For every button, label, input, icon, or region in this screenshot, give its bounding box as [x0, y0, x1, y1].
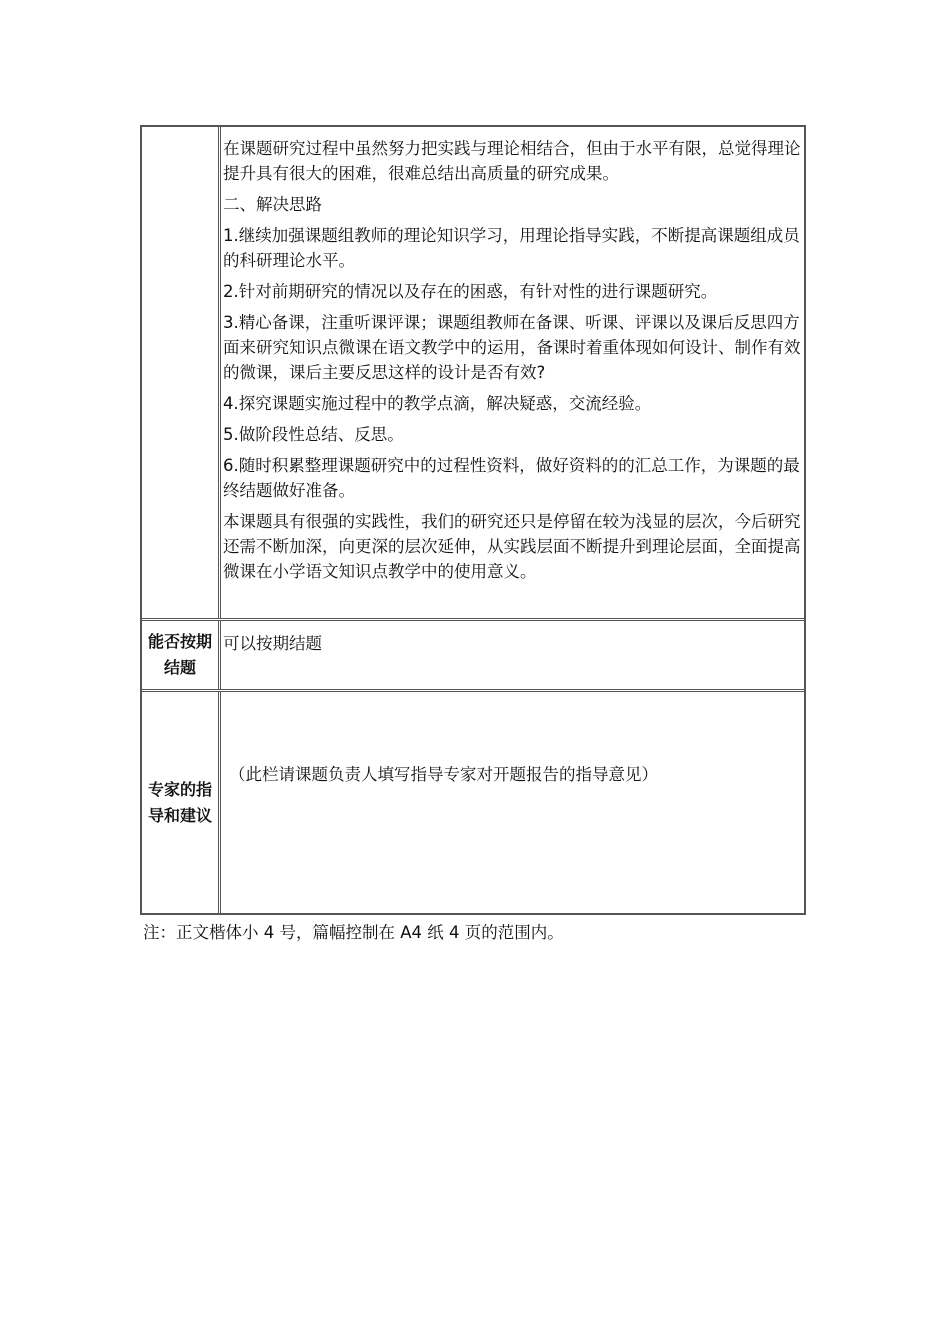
report-form-table	[140, 125, 806, 915]
solution-item-5: 5.做阶段性总结、反思。	[223, 425, 404, 444]
table-row-expert-advice	[142, 689, 804, 913]
solution-item-3: 3.精心备课，注重听课评课；课题组教师在备课、听课、评课以及课后反思四方面来研究知识点微课在语文教学中的运用，备课时着重体现如何设计、制作有效的微课，课后主要反思这样的设计是否有效?	[223, 313, 801, 382]
row-label-expert-advice: 专家的指导和建议	[142, 692, 221, 913]
problems-solutions-content[interactable]	[221, 127, 804, 618]
row-label-empty	[142, 127, 221, 618]
solution-item-6: 6.随时积累整理课题研究中的过程性资料，做好资料的的汇总工作，为课题的最终结题做好准备。	[223, 456, 800, 500]
paragraph-outlook: 本课题具有很强的实践性，我们的研究还只是停留在较为浅显的层次，今后研究还需不断加深，向更深的层次延伸，从实践层面不断提升到理论层面，全面提高微课在小学语文知识点教学中的使用意义。	[223, 512, 801, 581]
table-row-on-schedule	[142, 618, 804, 689]
expert-advice-value[interactable]: （此栏请课题负责人填写指导专家对开题报告的指导意见）	[229, 765, 658, 784]
solution-item-4: 4.探究课题实施过程中的教学点滴，解决疑惑，交流经验。	[223, 394, 652, 413]
solution-item-1: 1.继续加强课题组教师的理论知识学习，用理论指导实践，不断提高课题组成员的科研理论水平。	[223, 226, 800, 270]
heading-solution-ideas: 二、解决思路	[223, 195, 322, 214]
on-schedule-value[interactable]: 可以按期结题	[223, 634, 322, 653]
table-row-problems-solutions	[142, 127, 804, 618]
paragraph-difficulty: 在课题研究过程中虽然努力把实践与理论相结合，但由于水平有限，总觉得理论提升具有很大的困难，很难总结出高质量的研究成果。	[223, 139, 801, 183]
solution-item-2: 2.针对前期研究的情况以及存在的困惑，有针对性的进行课题研究。	[223, 282, 718, 301]
footnote: 注：正文楷体小 4 号，篇幅控制在 A4 纸 4 页的范围内。	[143, 923, 564, 942]
row-label-on-schedule: 能否按期结题	[142, 621, 221, 689]
